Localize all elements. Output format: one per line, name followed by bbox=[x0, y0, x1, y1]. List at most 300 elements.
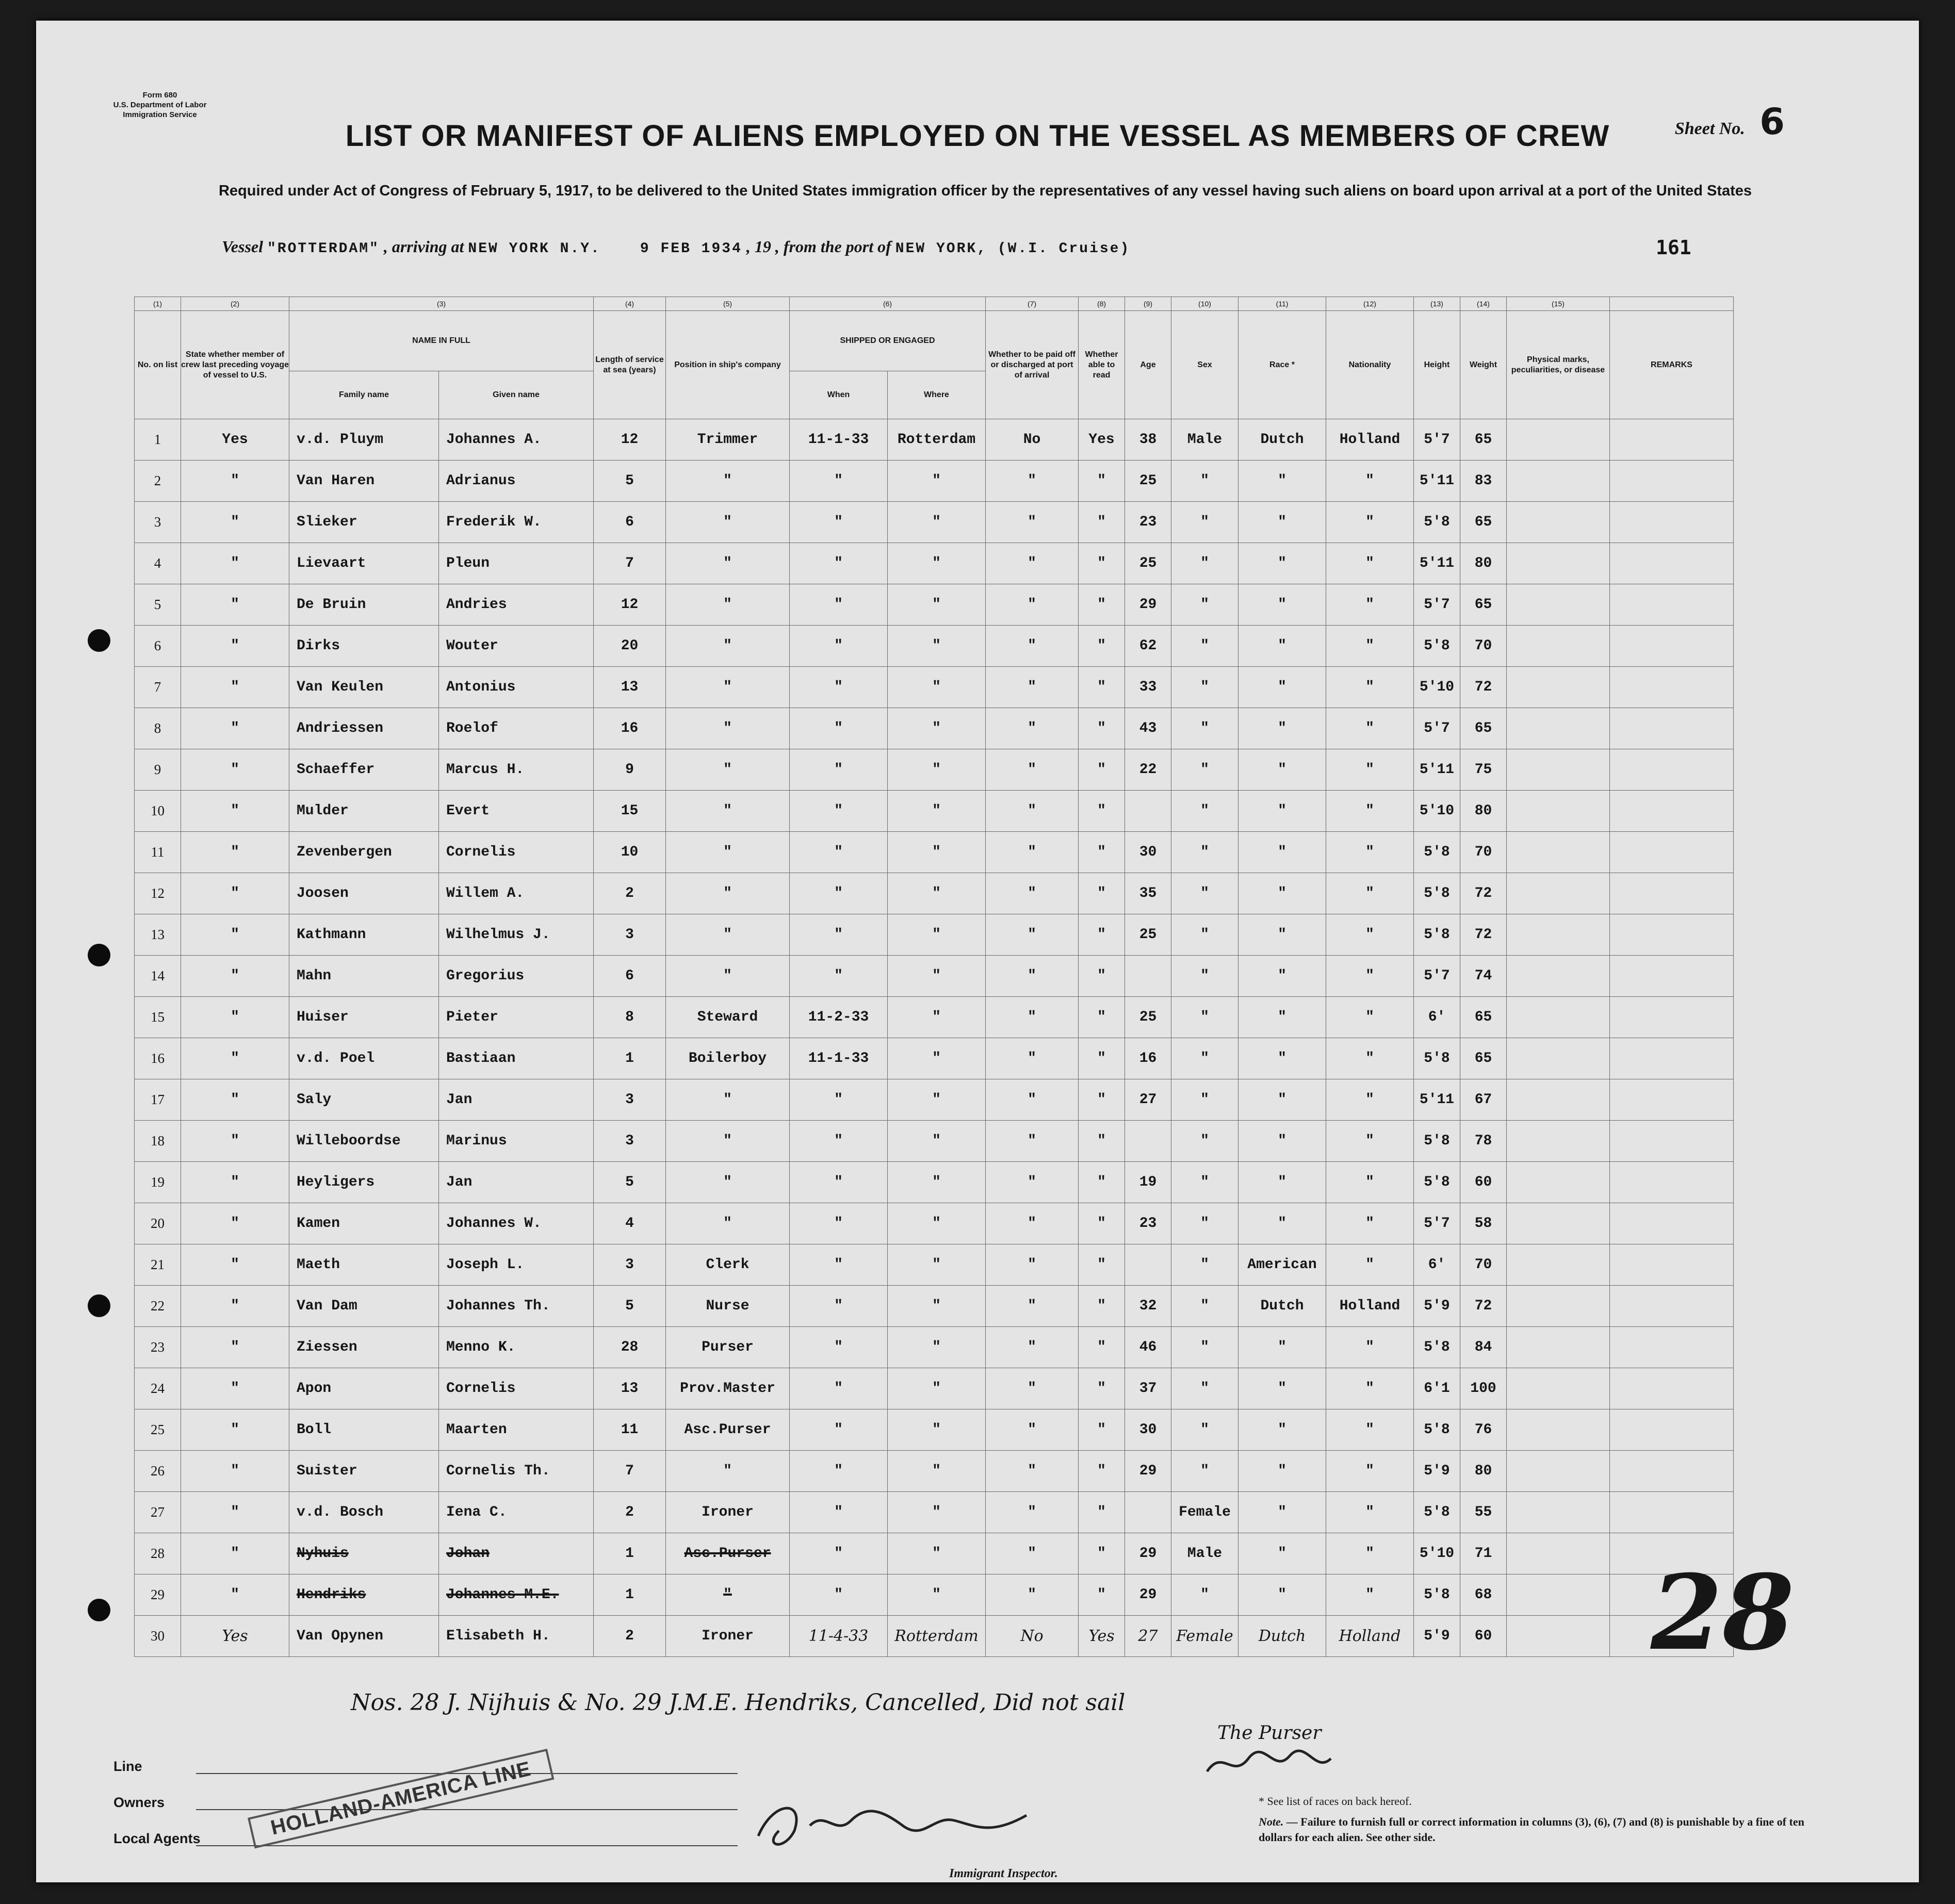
nationality-cell: " bbox=[1326, 1451, 1414, 1492]
able-read-cell: " bbox=[1079, 997, 1125, 1038]
shipped-when-cell: " bbox=[790, 667, 888, 708]
length-service-cell: 4 bbox=[594, 1203, 666, 1244]
family-name-cell: Hendriks bbox=[289, 1574, 439, 1616]
nationality-cell: " bbox=[1326, 584, 1414, 626]
member-prev-cell: " bbox=[181, 626, 289, 667]
physical-cell bbox=[1507, 1244, 1610, 1286]
member-prev-cell: " bbox=[181, 1038, 289, 1079]
physical-cell bbox=[1507, 1368, 1610, 1409]
shipped-when-cell: " bbox=[790, 708, 888, 749]
note-label: Note. bbox=[1259, 1815, 1284, 1828]
physical-cell bbox=[1507, 997, 1610, 1038]
nationality-cell: " bbox=[1326, 1409, 1414, 1451]
shipped-when-cell: " bbox=[790, 1203, 888, 1244]
row-number: 25 bbox=[135, 1409, 181, 1451]
able-read-cell: " bbox=[1079, 543, 1125, 584]
row-number: 22 bbox=[135, 1286, 181, 1327]
column-number: (4) bbox=[594, 297, 666, 311]
row-number: 23 bbox=[135, 1327, 181, 1368]
length-service-cell: 1 bbox=[594, 1574, 666, 1616]
given-name-cell: Evert bbox=[439, 791, 594, 832]
given-name-cell: Marinus bbox=[439, 1121, 594, 1162]
nationality-cell: " bbox=[1326, 873, 1414, 914]
shipped-when-cell: 11-4-33 bbox=[790, 1616, 888, 1657]
able-read-cell: " bbox=[1079, 791, 1125, 832]
height-cell: 5'7 bbox=[1414, 708, 1460, 749]
table-row bbox=[135, 1203, 1734, 1244]
sex-cell: Male bbox=[1171, 419, 1239, 461]
race-cell: " bbox=[1239, 626, 1326, 667]
physical-cell bbox=[1507, 1038, 1610, 1079]
age-cell bbox=[1125, 1244, 1171, 1286]
crew-table-body bbox=[135, 419, 1734, 1657]
sex-cell: " bbox=[1171, 832, 1239, 873]
remarks-cell bbox=[1610, 1286, 1734, 1327]
purser-signature-graphic bbox=[1202, 1743, 1336, 1784]
sex-cell: " bbox=[1171, 1327, 1239, 1368]
row-number: 16 bbox=[135, 1038, 181, 1079]
remarks-cell bbox=[1610, 956, 1734, 997]
table-row bbox=[135, 791, 1734, 832]
able-read-cell: Yes bbox=[1079, 419, 1125, 461]
shipped-where-cell: Rotterdam bbox=[888, 419, 986, 461]
row-number: 20 bbox=[135, 1203, 181, 1244]
given-name-cell: Willem A. bbox=[439, 873, 594, 914]
manifest-sheet bbox=[36, 21, 1919, 1882]
race-cell: " bbox=[1239, 749, 1326, 791]
physical-cell bbox=[1507, 791, 1610, 832]
height-cell: 5'7 bbox=[1414, 956, 1460, 997]
member-prev-cell: " bbox=[181, 1409, 289, 1451]
position-cell: " bbox=[666, 1451, 790, 1492]
header-where: Where bbox=[888, 371, 986, 419]
row-number: 2 bbox=[135, 461, 181, 502]
nationality-cell: " bbox=[1326, 749, 1414, 791]
height-cell: 5'9 bbox=[1414, 1451, 1460, 1492]
shipped-when-cell: " bbox=[790, 1079, 888, 1121]
physical-cell bbox=[1507, 1327, 1610, 1368]
physical-cell bbox=[1507, 1203, 1610, 1244]
paid-off-cell: " bbox=[986, 1079, 1079, 1121]
family-name-cell: Boll bbox=[289, 1409, 439, 1451]
member-prev-cell: " bbox=[181, 1162, 289, 1203]
age-cell: 33 bbox=[1125, 667, 1171, 708]
able-read-cell: " bbox=[1079, 626, 1125, 667]
table-row bbox=[135, 584, 1734, 626]
physical-cell bbox=[1507, 749, 1610, 791]
member-prev-cell: " bbox=[181, 1079, 289, 1121]
height-cell: 5'8 bbox=[1414, 1574, 1460, 1616]
race-cell: " bbox=[1239, 832, 1326, 873]
race-cell: " bbox=[1239, 1327, 1326, 1368]
height-cell: 5'9 bbox=[1414, 1286, 1460, 1327]
age-cell: 30 bbox=[1125, 1409, 1171, 1451]
race-cell: " bbox=[1239, 956, 1326, 997]
sex-cell: " bbox=[1171, 461, 1239, 502]
physical-cell bbox=[1507, 1574, 1610, 1616]
given-name-cell: Joseph L. bbox=[439, 1244, 594, 1286]
sex-cell: " bbox=[1171, 1368, 1239, 1409]
member-prev-cell: Yes bbox=[181, 1616, 289, 1657]
family-name-cell: Mahn bbox=[289, 956, 439, 997]
table-row bbox=[135, 708, 1734, 749]
weight-cell: 67 bbox=[1460, 1079, 1507, 1121]
table-row bbox=[135, 1616, 1734, 1657]
position-cell: " bbox=[666, 956, 790, 997]
height-cell: 5'8 bbox=[1414, 626, 1460, 667]
race-cell: " bbox=[1239, 1203, 1326, 1244]
page-number: 161 bbox=[1656, 236, 1691, 259]
remarks-cell bbox=[1610, 626, 1734, 667]
race-cell: " bbox=[1239, 1121, 1326, 1162]
weight-cell: 72 bbox=[1460, 914, 1507, 956]
handwritten-cancellation-note: Nos. 28 J. Nijhuis & No. 29 J.M.E. Hendriks, Cancelled, Did not sail bbox=[351, 1689, 1126, 1716]
paid-off-cell: " bbox=[986, 626, 1079, 667]
row-number: 18 bbox=[135, 1121, 181, 1162]
able-read-cell: " bbox=[1079, 956, 1125, 997]
given-name-cell: Frederik W. bbox=[439, 502, 594, 543]
table-row bbox=[135, 832, 1734, 873]
race-cell: " bbox=[1239, 1409, 1326, 1451]
position-cell: " bbox=[666, 832, 790, 873]
able-read-cell: " bbox=[1079, 914, 1125, 956]
age-cell: 30 bbox=[1125, 832, 1171, 873]
position-cell: " bbox=[666, 1162, 790, 1203]
paid-off-cell: " bbox=[986, 1121, 1079, 1162]
punch-hole bbox=[88, 1599, 110, 1621]
age-cell: 62 bbox=[1125, 626, 1171, 667]
weight-cell: 55 bbox=[1460, 1492, 1507, 1533]
physical-cell bbox=[1507, 626, 1610, 667]
race-cell: " bbox=[1239, 708, 1326, 749]
weight-cell: 60 bbox=[1460, 1616, 1507, 1657]
row-number: 24 bbox=[135, 1368, 181, 1409]
length-service-cell: 13 bbox=[594, 667, 666, 708]
shipped-where-cell: " bbox=[888, 832, 986, 873]
able-read-cell: " bbox=[1079, 873, 1125, 914]
weight-cell: 65 bbox=[1460, 419, 1507, 461]
header-when: When bbox=[790, 371, 888, 419]
race-cell: Dutch bbox=[1239, 419, 1326, 461]
length-service-cell: 28 bbox=[594, 1327, 666, 1368]
column-number: (2) bbox=[181, 297, 289, 311]
nationality-cell: " bbox=[1326, 543, 1414, 584]
header-physical: Physical marks, peculiarities, or disease bbox=[1507, 311, 1610, 419]
family-name-cell: Huiser bbox=[289, 997, 439, 1038]
shipped-where-cell: " bbox=[888, 791, 986, 832]
nationality-cell: " bbox=[1326, 1121, 1414, 1162]
header-race: Race * bbox=[1239, 311, 1326, 419]
purser-label: The Purser bbox=[1217, 1722, 1322, 1744]
age-cell: 25 bbox=[1125, 461, 1171, 502]
remarks-cell bbox=[1610, 584, 1734, 626]
given-name-cell: Johannes W. bbox=[439, 1203, 594, 1244]
column-number: (6) bbox=[790, 297, 986, 311]
able-read-cell: " bbox=[1079, 1327, 1125, 1368]
agents-label: Local Agents bbox=[113, 1831, 201, 1846]
row-number: 6 bbox=[135, 626, 181, 667]
column-number: (13) bbox=[1414, 297, 1460, 311]
height-cell: 5'8 bbox=[1414, 1038, 1460, 1079]
nationality-cell: " bbox=[1326, 1079, 1414, 1121]
header-remarks: REMARKS bbox=[1610, 311, 1734, 419]
height-cell: 5'10 bbox=[1414, 667, 1460, 708]
family-name-cell: Kathmann bbox=[289, 914, 439, 956]
position-cell: Asc.Purser bbox=[666, 1533, 790, 1574]
member-prev-cell: Yes bbox=[181, 419, 289, 461]
physical-cell bbox=[1507, 1121, 1610, 1162]
header-no-on-list: No. on list bbox=[135, 311, 181, 419]
remarks-cell bbox=[1610, 997, 1734, 1038]
paid-off-cell: " bbox=[986, 1327, 1079, 1368]
row-number: 4 bbox=[135, 543, 181, 584]
position-cell: Purser bbox=[666, 1327, 790, 1368]
member-prev-cell: " bbox=[181, 502, 289, 543]
able-read-cell: " bbox=[1079, 1286, 1125, 1327]
row-number: 11 bbox=[135, 832, 181, 873]
row-number: 10 bbox=[135, 791, 181, 832]
row-number: 29 bbox=[135, 1574, 181, 1616]
shipped-where-cell: " bbox=[888, 1203, 986, 1244]
remarks-cell bbox=[1610, 1203, 1734, 1244]
header-length-service: Length of service at sea (years) bbox=[594, 311, 666, 419]
sex-cell: " bbox=[1171, 956, 1239, 997]
table-row bbox=[135, 461, 1734, 502]
position-cell: " bbox=[666, 1203, 790, 1244]
punch-hole bbox=[88, 944, 110, 966]
member-prev-cell: " bbox=[181, 1203, 289, 1244]
position-cell: Ironer bbox=[666, 1492, 790, 1533]
sex-cell: " bbox=[1171, 914, 1239, 956]
given-name-cell: Pieter bbox=[439, 997, 594, 1038]
table-row bbox=[135, 1327, 1734, 1368]
able-read-cell: " bbox=[1079, 708, 1125, 749]
given-name-cell: Iena C. bbox=[439, 1492, 594, 1533]
row-number: 1 bbox=[135, 419, 181, 461]
length-service-cell: 12 bbox=[594, 419, 666, 461]
remarks-cell bbox=[1610, 1162, 1734, 1203]
family-name-cell: Maeth bbox=[289, 1244, 439, 1286]
row-number: 26 bbox=[135, 1451, 181, 1492]
nationality-cell: Holland bbox=[1326, 1286, 1414, 1327]
given-name-cell: Pleun bbox=[439, 543, 594, 584]
remarks-cell bbox=[1610, 1368, 1734, 1409]
height-cell: 5'8 bbox=[1414, 1492, 1460, 1533]
weight-cell: 80 bbox=[1460, 543, 1507, 584]
given-name-cell: Roelof bbox=[439, 708, 594, 749]
column-number: (5) bbox=[666, 297, 790, 311]
height-cell: 5'10 bbox=[1414, 791, 1460, 832]
race-cell: " bbox=[1239, 667, 1326, 708]
family-name-cell: Mulder bbox=[289, 791, 439, 832]
row-number: 27 bbox=[135, 1492, 181, 1533]
weight-cell: 65 bbox=[1460, 708, 1507, 749]
table-row bbox=[135, 997, 1734, 1038]
age-cell bbox=[1125, 1121, 1171, 1162]
race-cell: " bbox=[1239, 914, 1326, 956]
length-service-cell: 3 bbox=[594, 1121, 666, 1162]
able-read-cell: " bbox=[1079, 1492, 1125, 1533]
given-name-cell: Cornelis Th. bbox=[439, 1451, 594, 1492]
shipped-where-cell: " bbox=[888, 1162, 986, 1203]
header-nationality: Nationality bbox=[1326, 311, 1414, 419]
nationality-cell: " bbox=[1326, 1327, 1414, 1368]
physical-cell bbox=[1507, 1409, 1610, 1451]
family-name-cell: Zevenbergen bbox=[289, 832, 439, 873]
length-service-cell: 20 bbox=[594, 626, 666, 667]
length-service-cell: 11 bbox=[594, 1409, 666, 1451]
position-cell: Clerk bbox=[666, 1244, 790, 1286]
race-cell: " bbox=[1239, 543, 1326, 584]
able-read-cell: " bbox=[1079, 749, 1125, 791]
row-number: 9 bbox=[135, 749, 181, 791]
age-cell bbox=[1125, 956, 1171, 997]
nationality-cell: " bbox=[1326, 1533, 1414, 1574]
age-cell: 37 bbox=[1125, 1368, 1171, 1409]
shipped-where-cell: " bbox=[888, 1079, 986, 1121]
shipped-when-cell: 11-1-33 bbox=[790, 1038, 888, 1079]
age-cell: 25 bbox=[1125, 543, 1171, 584]
position-cell: " bbox=[666, 791, 790, 832]
member-prev-cell: " bbox=[181, 1286, 289, 1327]
family-name-cell: Dirks bbox=[289, 626, 439, 667]
position-cell: " bbox=[666, 749, 790, 791]
shipped-where-cell: " bbox=[888, 1286, 986, 1327]
age-cell: 23 bbox=[1125, 502, 1171, 543]
table-row bbox=[135, 956, 1734, 997]
sheet-number-label: Sheet No. bbox=[1674, 119, 1745, 138]
paid-off-cell: " bbox=[986, 1286, 1079, 1327]
age-cell: 32 bbox=[1125, 1286, 1171, 1327]
height-cell: 5'8 bbox=[1414, 1409, 1460, 1451]
age-cell: 29 bbox=[1125, 1533, 1171, 1574]
family-name-cell: v.d. Pluym bbox=[289, 419, 439, 461]
height-cell: 6'1 bbox=[1414, 1368, 1460, 1409]
family-name-cell: Heyligers bbox=[289, 1162, 439, 1203]
length-service-cell: 5 bbox=[594, 461, 666, 502]
table-row bbox=[135, 1244, 1734, 1286]
row-number: 8 bbox=[135, 708, 181, 749]
weight-cell: 72 bbox=[1460, 1286, 1507, 1327]
member-prev-cell: " bbox=[181, 667, 289, 708]
paid-off-cell: " bbox=[986, 914, 1079, 956]
shipped-where-cell: " bbox=[888, 667, 986, 708]
physical-cell bbox=[1507, 1079, 1610, 1121]
row-number: 30 bbox=[135, 1616, 181, 1657]
arrival-date-stamp: 9 FEB 1934 bbox=[640, 241, 742, 257]
member-prev-cell: " bbox=[181, 791, 289, 832]
height-cell: 5'11 bbox=[1414, 461, 1460, 502]
shipped-when-cell: " bbox=[790, 1162, 888, 1203]
member-prev-cell: " bbox=[181, 1492, 289, 1533]
height-cell: 5'7 bbox=[1414, 584, 1460, 626]
column-number: (12) bbox=[1326, 297, 1414, 311]
length-service-cell: 10 bbox=[594, 832, 666, 873]
shipped-when-cell: " bbox=[790, 873, 888, 914]
row-number: 15 bbox=[135, 997, 181, 1038]
row-number: 19 bbox=[135, 1162, 181, 1203]
shipped-where-cell: Rotterdam bbox=[888, 1616, 986, 1657]
able-read-cell: " bbox=[1079, 1079, 1125, 1121]
paid-off-cell: " bbox=[986, 461, 1079, 502]
age-cell: 22 bbox=[1125, 749, 1171, 791]
sex-cell: " bbox=[1171, 667, 1239, 708]
position-cell: Ironer bbox=[666, 1616, 790, 1657]
paid-off-cell: " bbox=[986, 1409, 1079, 1451]
sex-cell: " bbox=[1171, 1162, 1239, 1203]
paid-off-cell: " bbox=[986, 1244, 1079, 1286]
weight-cell: 78 bbox=[1460, 1121, 1507, 1162]
length-service-cell: 1 bbox=[594, 1533, 666, 1574]
member-prev-cell: " bbox=[181, 749, 289, 791]
paid-off-cell: " bbox=[986, 791, 1079, 832]
header-family-name: Family name bbox=[289, 371, 439, 419]
weight-cell: 71 bbox=[1460, 1533, 1507, 1574]
sex-cell: " bbox=[1171, 584, 1239, 626]
sex-cell: " bbox=[1171, 1286, 1239, 1327]
shipped-where-cell: " bbox=[888, 1368, 986, 1409]
table-row bbox=[135, 502, 1734, 543]
height-cell: 5'8 bbox=[1414, 832, 1460, 873]
able-read-cell: " bbox=[1079, 502, 1125, 543]
header-sex: Sex bbox=[1171, 311, 1239, 419]
shipped-when-cell: " bbox=[790, 1574, 888, 1616]
nationality-cell: Holland bbox=[1326, 1616, 1414, 1657]
weight-cell: 68 bbox=[1460, 1574, 1507, 1616]
weight-cell: 65 bbox=[1460, 584, 1507, 626]
punch-hole bbox=[88, 1294, 110, 1317]
header-height: Height bbox=[1414, 311, 1460, 419]
able-read-cell: Yes bbox=[1079, 1616, 1125, 1657]
shipped-when-cell: " bbox=[790, 956, 888, 997]
column-number: (10) bbox=[1171, 297, 1239, 311]
age-cell: 25 bbox=[1125, 997, 1171, 1038]
position-cell: Prov.Master bbox=[666, 1368, 790, 1409]
height-cell: 5'8 bbox=[1414, 1327, 1460, 1368]
vessel-name: "ROTTERDAM" bbox=[267, 241, 380, 257]
race-cell: " bbox=[1239, 873, 1326, 914]
inspector-label: Immigrant Inspector. bbox=[949, 1867, 1058, 1880]
sheet-number-value: 6 bbox=[1760, 101, 1785, 143]
nationality-cell: " bbox=[1326, 502, 1414, 543]
weight-cell: 83 bbox=[1460, 461, 1507, 502]
column-number: (7) bbox=[986, 297, 1079, 311]
height-cell: 5'11 bbox=[1414, 749, 1460, 791]
sex-cell: " bbox=[1171, 873, 1239, 914]
position-cell: " bbox=[666, 461, 790, 502]
shipped-when-cell: " bbox=[790, 1409, 888, 1451]
physical-cell bbox=[1507, 914, 1610, 956]
remarks-cell bbox=[1610, 708, 1734, 749]
family-name-cell: Apon bbox=[289, 1368, 439, 1409]
age-cell bbox=[1125, 791, 1171, 832]
given-name-cell: Johan bbox=[439, 1533, 594, 1574]
member-prev-cell: " bbox=[181, 1121, 289, 1162]
shipped-when-cell: " bbox=[790, 584, 888, 626]
nationality-cell: " bbox=[1326, 708, 1414, 749]
member-prev-cell: " bbox=[181, 461, 289, 502]
member-prev-cell: " bbox=[181, 1368, 289, 1409]
race-cell: " bbox=[1239, 1492, 1326, 1533]
length-service-cell: 9 bbox=[594, 749, 666, 791]
shipped-when-cell: " bbox=[790, 1533, 888, 1574]
header-given-name: Given name bbox=[439, 371, 594, 419]
able-read-cell: " bbox=[1079, 667, 1125, 708]
weight-cell: 65 bbox=[1460, 997, 1507, 1038]
given-name-cell: Johannes M.E. bbox=[439, 1574, 594, 1616]
length-service-cell: 15 bbox=[594, 791, 666, 832]
shipped-when-cell: 11-1-33 bbox=[790, 419, 888, 461]
